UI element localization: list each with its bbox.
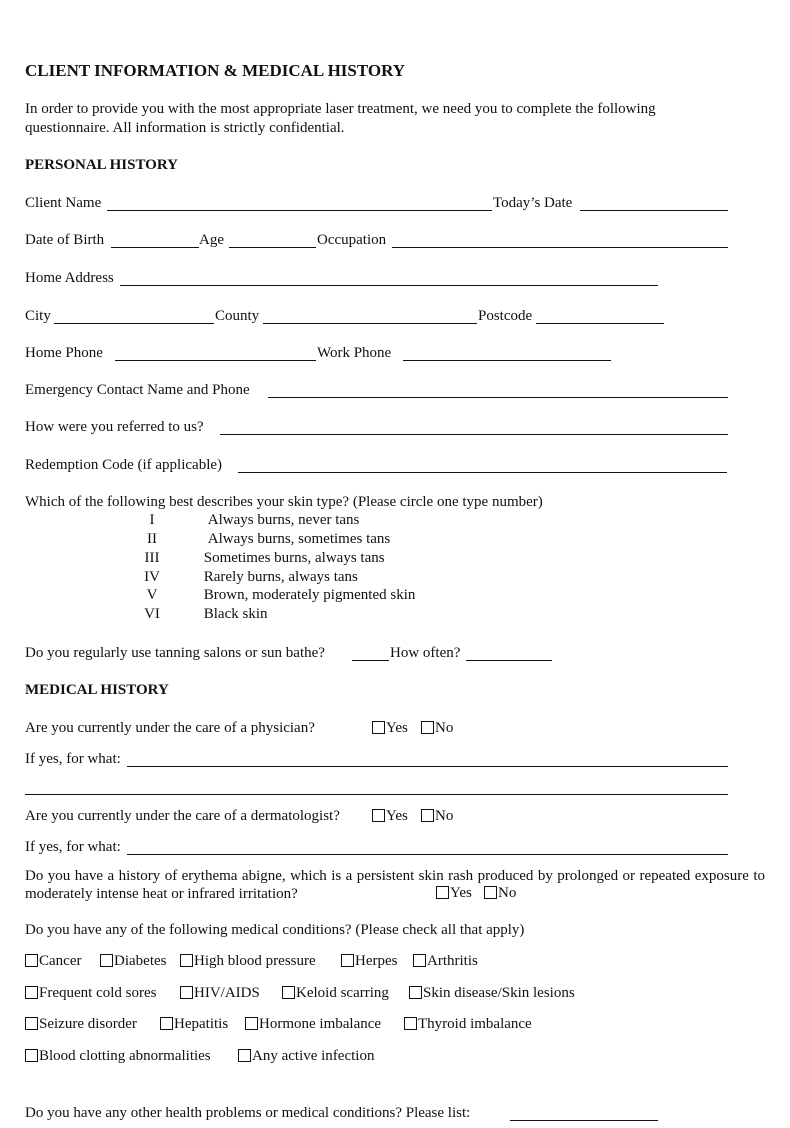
emergency-contact-label: Emergency Contact Name and Phone	[25, 382, 250, 398]
skin-type-description: Always burns, sometimes tans	[207, 531, 391, 547]
checkbox-icon[interactable]	[421, 721, 434, 734]
dermatologist-no-checkbox[interactable]	[421, 808, 453, 825]
how-often-field[interactable]	[466, 660, 552, 661]
skin-type-description: Black skin	[203, 606, 268, 622]
other-conditions-field[interactable]	[510, 1120, 658, 1121]
skin-type-description: Sometimes burns, always tans	[203, 550, 385, 566]
condition-diabetes[interactable]	[100, 953, 166, 970]
tanning-question: Do you regularly use tanning salons or sun bathe?	[25, 645, 325, 661]
condition-label: Diabetes	[114, 953, 167, 969]
condition-label: Skin disease/Skin lesions	[423, 985, 575, 1001]
condition-skin-disease[interactable]	[409, 985, 575, 1002]
checkbox-icon[interactable]	[180, 986, 193, 999]
physician-if-yes-label: If yes, for what:	[25, 751, 121, 767]
skin-type-description: Rarely burns, always tans	[203, 569, 358, 585]
client-name-field[interactable]	[107, 210, 492, 211]
condition-hiv-aids[interactable]	[180, 985, 260, 1002]
physician-yes-label: Yes	[386, 720, 408, 736]
city-label: City	[25, 308, 51, 324]
city-field[interactable]	[54, 323, 214, 324]
intro-text: In order to provide you with the most appropriate laser treatment, we need you to complete the following questionnaire. All information is strictly confidential.	[25, 101, 656, 136]
referral-field[interactable]	[220, 434, 728, 435]
checkbox-icon[interactable]	[409, 986, 422, 999]
checkbox-icon[interactable]	[25, 986, 38, 999]
personal-history-heading: PERSONAL HISTORY	[25, 157, 178, 173]
condition-label: Seizure disorder	[39, 1016, 137, 1032]
skin-type-question: Which of the following best describes your skin type? (Please circle one type number)	[25, 494, 543, 510]
redemption-code-field[interactable]	[238, 472, 727, 473]
physician-yes-checkbox[interactable]	[372, 720, 408, 737]
page-title: CLIENT INFORMATION & MEDICAL HISTORY	[25, 61, 406, 80]
skin-type-description: Brown, moderately pigmented skin	[203, 587, 416, 603]
dermatologist-yes-label: Yes	[386, 808, 408, 824]
physician-if-yes-field-2[interactable]	[25, 794, 728, 795]
dermatologist-no-label: No	[435, 808, 454, 824]
physician-if-yes-field[interactable]	[127, 766, 728, 767]
condition-hormone-imbalance[interactable]	[245, 1016, 381, 1033]
checkbox-icon[interactable]	[25, 1017, 38, 1030]
condition-label: Arthritis	[427, 953, 478, 969]
checkbox-icon[interactable]	[484, 886, 497, 899]
work-phone-label: Work Phone	[317, 345, 392, 361]
dob-field[interactable]	[111, 247, 199, 248]
todays-date-field[interactable]	[580, 210, 728, 211]
skin-type-row[interactable]	[132, 569, 358, 586]
checkbox-icon[interactable]	[436, 886, 449, 899]
home-phone-field[interactable]	[115, 360, 316, 361]
condition-seizure-disorder[interactable]	[25, 1016, 137, 1033]
referral-label: How were you referred to us?	[25, 419, 204, 435]
postcode-field[interactable]	[536, 323, 664, 324]
skin-type-row[interactable]	[132, 550, 385, 567]
how-often-label: How often?	[390, 645, 461, 661]
skin-type-description: Always burns, never tans	[207, 512, 360, 528]
checkbox-icon[interactable]	[160, 1017, 173, 1030]
erythema-no-checkbox[interactable]	[484, 885, 516, 902]
condition-hepatitis[interactable]	[160, 1016, 228, 1033]
medical-history-heading: MEDICAL HISTORY	[25, 682, 169, 698]
condition-label: Cancer	[39, 953, 82, 969]
skin-type-number[interactable]: IV	[144, 569, 160, 585]
dermatologist-question: Are you currently under the care of a dermatologist?	[25, 808, 340, 824]
condition-keloid-scarring[interactable]	[282, 985, 389, 1002]
checkbox-icon[interactable]	[100, 954, 113, 967]
condition-label: Thyroid imbalance	[418, 1016, 532, 1032]
condition-label: Frequent cold sores	[39, 985, 157, 1001]
skin-type-number[interactable]: II	[147, 531, 157, 547]
physician-no-label: No	[435, 720, 454, 736]
condition-label: Hepatitis	[174, 1016, 229, 1032]
checkbox-icon[interactable]	[238, 1049, 251, 1062]
redemption-code-label: Redemption Code (if applicable)	[25, 457, 223, 473]
erythema-no-label: No	[498, 885, 517, 901]
skin-type-row[interactable]	[132, 606, 268, 623]
dermatologist-yes-checkbox[interactable]	[372, 808, 408, 825]
checkbox-icon[interactable]	[25, 954, 38, 967]
county-field[interactable]	[263, 323, 477, 324]
condition-thyroid-imbalance[interactable]	[404, 1016, 532, 1033]
condition-label: Any active infection	[252, 1048, 375, 1064]
postcode-label: Postcode	[478, 308, 533, 324]
occupation-label: Occupation	[317, 232, 387, 248]
condition-cancer[interactable]	[25, 953, 81, 970]
skin-type-number[interactable]: VI	[144, 606, 160, 622]
dermatologist-if-yes-label: If yes, for what:	[25, 839, 121, 855]
tanning-field[interactable]	[352, 660, 389, 661]
erythema-yes-checkbox[interactable]	[436, 885, 472, 902]
condition-high-blood-pressure[interactable]	[180, 953, 316, 970]
physician-question: Are you currently under the care of a physician?	[25, 720, 315, 736]
skin-type-number[interactable]: I	[149, 512, 155, 528]
checkbox-icon[interactable]	[25, 1049, 38, 1062]
condition-blood-clotting[interactable]	[25, 1048, 211, 1065]
skin-type-row[interactable]	[132, 512, 359, 529]
condition-label: Herpes	[355, 953, 398, 969]
physician-no-checkbox[interactable]	[421, 720, 453, 737]
checkbox-icon[interactable]	[372, 809, 385, 822]
condition-arthritis[interactable]	[413, 953, 478, 970]
condition-label: Blood clotting abnormalities	[39, 1048, 211, 1064]
checkbox-icon[interactable]	[413, 954, 426, 967]
checkbox-icon[interactable]	[341, 954, 354, 967]
condition-active-infection[interactable]	[238, 1048, 374, 1065]
condition-label: Keloid scarring	[296, 985, 389, 1001]
skin-type-number[interactable]: III	[144, 550, 160, 566]
skin-type-number[interactable]: V	[146, 587, 158, 603]
erythema-yes-label: Yes	[450, 885, 472, 901]
skin-type-row[interactable]	[132, 531, 390, 548]
checkbox-icon[interactable]	[404, 1017, 417, 1030]
checkbox-icon[interactable]	[180, 954, 193, 967]
age-field[interactable]	[229, 247, 316, 248]
condition-frequent-cold-sores[interactable]	[25, 985, 156, 1002]
work-phone-field[interactable]	[403, 360, 611, 361]
erythema-question: Do you have a history of erythema abigne, which is a persistent skin rash produced by prolonged or repeated exposure to moderately intense heat or infrared irritation?	[25, 868, 765, 902]
client-name-label: Client Name	[25, 195, 102, 211]
other-conditions-question: Do you have any other health problems or medical conditions? Please list:	[25, 1105, 471, 1121]
skin-type-row[interactable]	[132, 587, 415, 604]
checkbox-icon[interactable]	[245, 1017, 258, 1030]
checkbox-icon[interactable]	[421, 809, 434, 822]
home-address-label: Home Address	[25, 270, 114, 286]
dermatologist-if-yes-field[interactable]	[127, 854, 728, 855]
home-address-field[interactable]	[120, 285, 658, 286]
home-phone-label: Home Phone	[25, 345, 103, 361]
condition-herpes[interactable]	[341, 953, 397, 970]
checkbox-icon[interactable]	[372, 721, 385, 734]
condition-label: HIV/AIDS	[194, 985, 260, 1001]
age-label: Age	[199, 232, 224, 248]
todays-date-label: Today’s Date	[493, 195, 573, 211]
condition-label: High blood pressure	[194, 953, 316, 969]
condition-label: Hormone imbalance	[259, 1016, 382, 1032]
occupation-field[interactable]	[392, 247, 728, 248]
conditions-question: Do you have any of the following medical conditions? (Please check all that apply)	[25, 922, 525, 938]
county-label: County	[215, 308, 260, 324]
dob-label: Date of Birth	[25, 232, 105, 248]
checkbox-icon[interactable]	[282, 986, 295, 999]
emergency-contact-field[interactable]	[268, 397, 728, 398]
